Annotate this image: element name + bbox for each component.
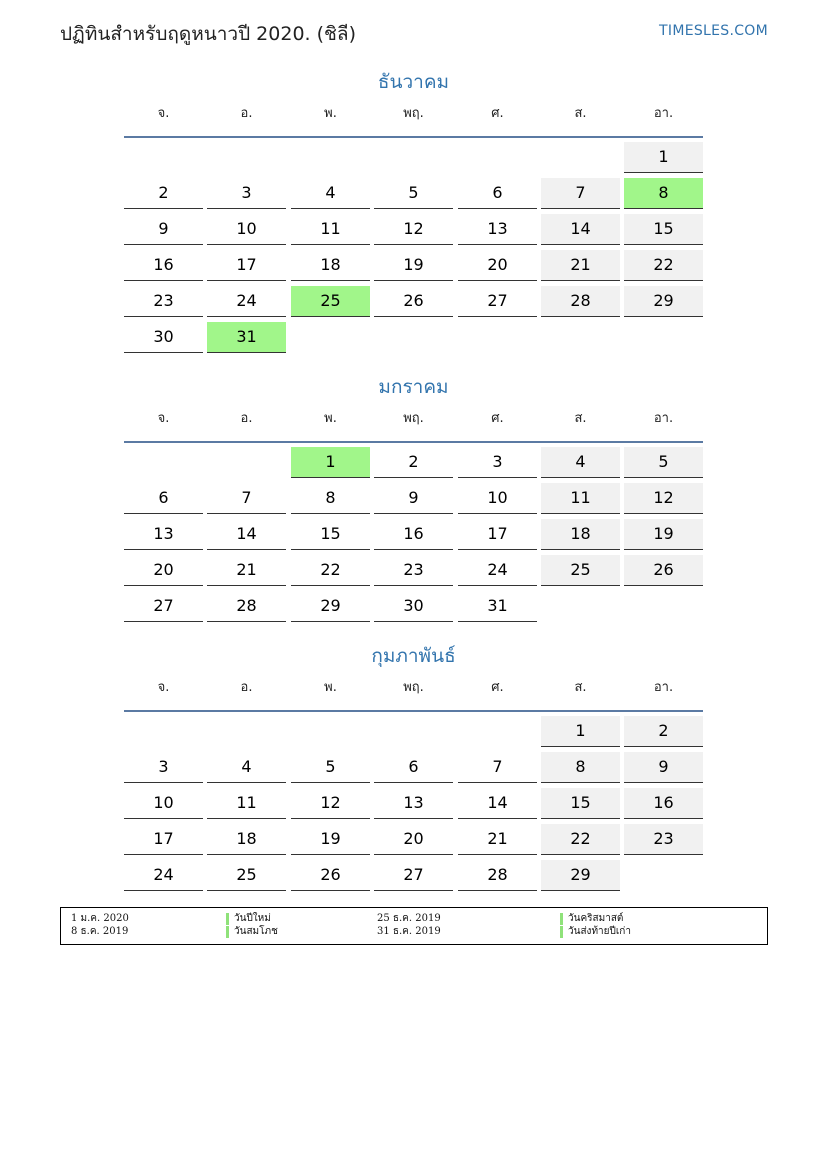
day-cell: 17 — [124, 824, 203, 855]
holiday-name: วันปีใหม่ — [226, 913, 271, 925]
day-cell: 11 — [291, 214, 370, 245]
holiday-name: วันสมโภช — [226, 926, 278, 938]
weekday-label: พฤ. — [403, 106, 424, 121]
day-cell: 19 — [624, 519, 703, 550]
day-cell: 16 — [124, 250, 203, 281]
month-block — [124, 66, 703, 346]
day-cell: 15 — [291, 519, 370, 550]
day-cell: 15 — [624, 214, 703, 245]
month-name: มกราคม — [378, 376, 449, 398]
day-cell: 14 — [458, 788, 537, 819]
weekday-label: ส. — [574, 680, 587, 695]
day-cell: 5 — [374, 178, 453, 209]
day-cell: 6 — [458, 178, 537, 209]
weekday-label: จ. — [157, 411, 170, 426]
day-cell: 19 — [374, 250, 453, 281]
weekday-label: อ. — [240, 680, 253, 695]
day-cell: 17 — [207, 250, 286, 281]
weekday-header — [124, 403, 703, 443]
weekday-label: จ. — [157, 680, 170, 695]
day-cell: 2 — [624, 716, 703, 747]
weekday-label: อา. — [653, 106, 674, 121]
day-cell: 23 — [624, 824, 703, 855]
day-cell: 24 — [207, 286, 286, 317]
month-name: กุมภาพันธ์ — [371, 645, 456, 667]
page-title: ปฏิทินสำหรับฤดูหนาวปี 2020. (ชิลี) — [60, 23, 356, 45]
day-cell: 30 — [374, 591, 453, 622]
weekday-label: อ. — [240, 411, 253, 426]
holiday-day-cell: 25 — [291, 286, 370, 317]
day-cell: 15 — [541, 788, 620, 819]
month-block — [124, 640, 703, 884]
day-cell: 18 — [541, 519, 620, 550]
day-cell: 31 — [458, 591, 537, 622]
day-cell: 7 — [541, 178, 620, 209]
day-cell: 3 — [207, 178, 286, 209]
day-cell: 20 — [374, 824, 453, 855]
holiday-date: 8 ธ.ค. 2019 — [71, 926, 129, 937]
day-cell: 26 — [624, 555, 703, 586]
day-cell: 17 — [458, 519, 537, 550]
day-cell: 21 — [207, 555, 286, 586]
day-cell: 13 — [374, 788, 453, 819]
day-cell: 27 — [124, 591, 203, 622]
month-block — [124, 371, 703, 615]
brand-logo-text[interactable]: TIMESLES.COM — [659, 23, 768, 39]
day-cell: 11 — [207, 788, 286, 819]
day-cell: 18 — [291, 250, 370, 281]
weekday-label: พฤ. — [403, 411, 424, 426]
day-cell: 19 — [291, 824, 370, 855]
day-cell: 14 — [541, 214, 620, 245]
holiday-name: วันส่งท้ายปีเก่า — [560, 926, 631, 938]
day-cell: 22 — [541, 824, 620, 855]
day-cell: 16 — [624, 788, 703, 819]
holiday-day-cell: 8 — [624, 178, 703, 209]
day-cell: 2 — [374, 447, 453, 478]
weekday-label: จ. — [157, 106, 170, 121]
day-cell: 8 — [541, 752, 620, 783]
day-cell: 4 — [541, 447, 620, 478]
day-cell: 22 — [624, 250, 703, 281]
day-cell: 27 — [458, 286, 537, 317]
day-cell: 18 — [207, 824, 286, 855]
day-cell: 16 — [374, 519, 453, 550]
day-cell: 4 — [291, 178, 370, 209]
day-cell: 20 — [458, 250, 537, 281]
day-cell: 7 — [207, 483, 286, 514]
day-cell: 4 — [207, 752, 286, 783]
weekday-label: พ. — [324, 106, 337, 121]
day-cell: 11 — [541, 483, 620, 514]
day-cell: 5 — [291, 752, 370, 783]
weekday-label: ศ. — [491, 106, 504, 121]
weekday-label: พ. — [324, 680, 337, 695]
month-name: ธันวาคม — [377, 71, 450, 93]
day-cell: 29 — [624, 286, 703, 317]
weekday-label: ศ. — [491, 680, 504, 695]
day-cell: 10 — [124, 788, 203, 819]
holiday-day-cell: 31 — [207, 322, 286, 353]
day-cell: 27 — [374, 860, 453, 891]
day-cell: 2 — [124, 178, 203, 209]
day-cell: 24 — [124, 860, 203, 891]
day-cell: 28 — [541, 286, 620, 317]
day-cell: 24 — [458, 555, 537, 586]
day-cell: 5 — [624, 447, 703, 478]
weekday-header — [124, 98, 703, 138]
day-cell: 21 — [541, 250, 620, 281]
weekday-label: อ. — [240, 106, 253, 121]
day-cell: 26 — [374, 286, 453, 317]
day-cell: 1 — [541, 716, 620, 747]
weekday-label: ส. — [574, 106, 587, 121]
day-cell: 23 — [124, 286, 203, 317]
day-cell: 12 — [624, 483, 703, 514]
holiday-list — [60, 907, 768, 945]
day-cell: 30 — [124, 322, 203, 353]
day-cell: 28 — [458, 860, 537, 891]
day-cell: 9 — [124, 214, 203, 245]
day-cell: 25 — [541, 555, 620, 586]
day-cell: 10 — [207, 214, 286, 245]
day-cell: 14 — [207, 519, 286, 550]
day-cell: 13 — [124, 519, 203, 550]
weekday-label: ศ. — [491, 411, 504, 426]
day-cell: 7 — [458, 752, 537, 783]
day-cell: 6 — [374, 752, 453, 783]
day-cell: 29 — [541, 860, 620, 891]
day-cell: 26 — [291, 860, 370, 891]
day-cell: 29 — [291, 591, 370, 622]
day-cell: 25 — [207, 860, 286, 891]
day-cell: 9 — [624, 752, 703, 783]
day-cell: 10 — [458, 483, 537, 514]
day-cell: 3 — [458, 447, 537, 478]
weekday-label: พฤ. — [403, 680, 424, 695]
day-cell: 12 — [374, 214, 453, 245]
day-cell: 12 — [291, 788, 370, 819]
day-cell: 8 — [291, 483, 370, 514]
day-cell: 6 — [124, 483, 203, 514]
day-cell: 23 — [374, 555, 453, 586]
weekday-header — [124, 672, 703, 712]
day-cell: 22 — [291, 555, 370, 586]
weekday-label: พ. — [324, 411, 337, 426]
weekday-label: ส. — [574, 411, 587, 426]
day-cell: 28 — [207, 591, 286, 622]
day-cell: 21 — [458, 824, 537, 855]
day-cell: 1 — [624, 142, 703, 173]
holiday-date: 1 ม.ค. 2020 — [71, 913, 129, 924]
holiday-date: 25 ธ.ค. 2019 — [377, 913, 441, 924]
day-cell: 20 — [124, 555, 203, 586]
day-cell: 9 — [374, 483, 453, 514]
day-cell: 3 — [124, 752, 203, 783]
holiday-date: 31 ธ.ค. 2019 — [377, 926, 441, 937]
holiday-day-cell: 1 — [291, 447, 370, 478]
holiday-name: วันคริสมาสต์ — [560, 913, 623, 925]
day-cell: 13 — [458, 214, 537, 245]
weekday-label: อา. — [653, 680, 674, 695]
weekday-label: อา. — [653, 411, 674, 426]
